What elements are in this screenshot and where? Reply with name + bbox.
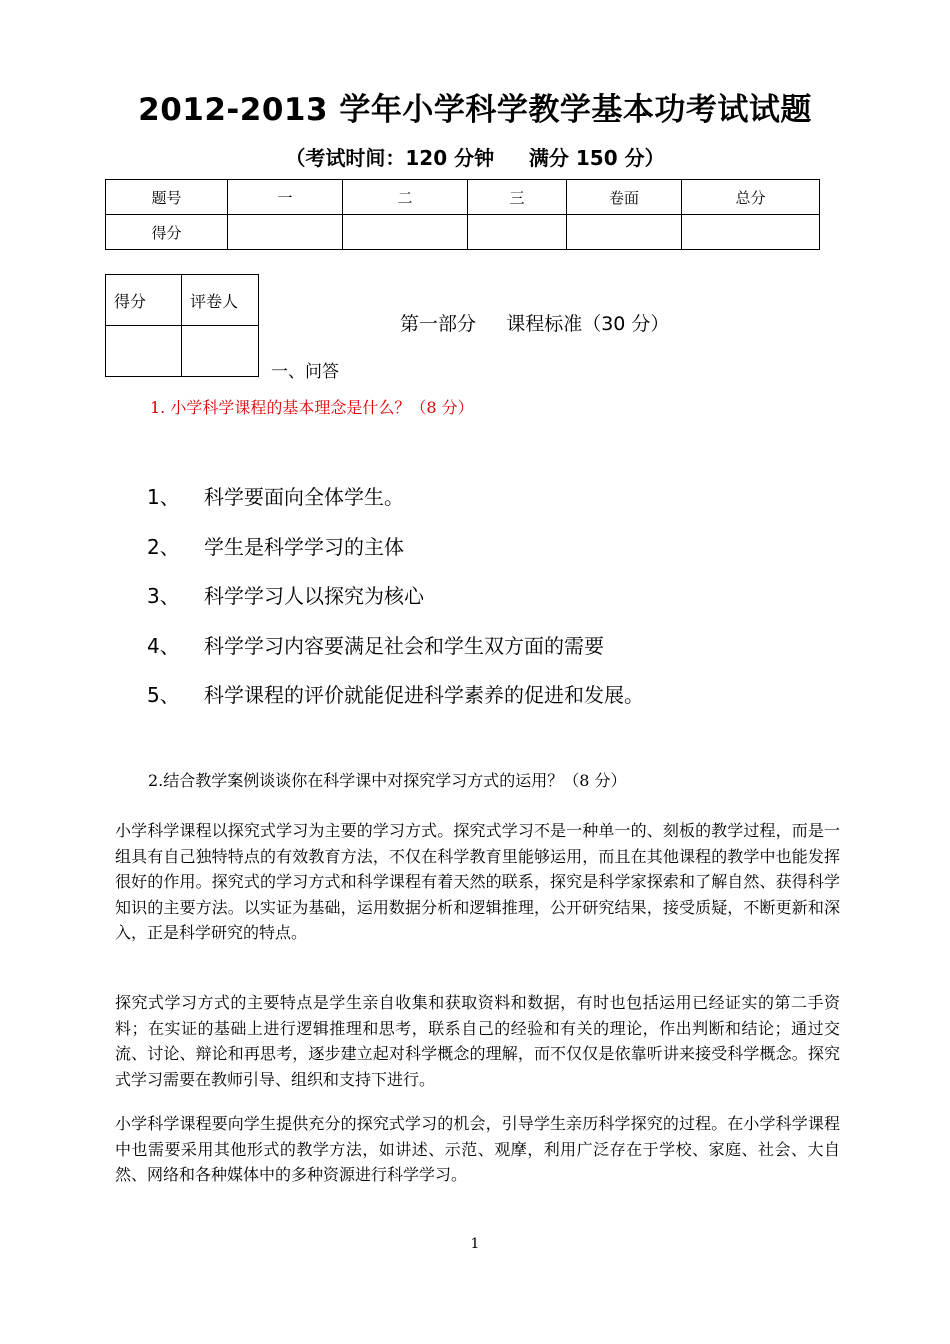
answer-text: 科学学习内容要满足社会和学生双方面的需要 [204,633,604,658]
grader-name-label: 评卷人 [182,275,259,326]
answer-number: 5、 [147,683,180,707]
page-number: 1 [470,1236,480,1252]
section-label: 一、问答 [271,362,339,382]
answer-number: 1、 [147,485,180,509]
score-row-label: 得分 [106,215,228,250]
grader-table [105,274,259,377]
score-table-score-row [106,215,820,250]
grader-blank-row [106,326,259,377]
grader-name-cell [182,326,259,377]
answer-number: 4、 [147,633,180,658]
answer-item [147,630,644,680]
grader-score-label: 得分 [106,275,182,326]
exam-subtitle: （考试时间：120 分钟 满分 150 分） [285,146,665,170]
answer-item [147,481,644,531]
score-header-cell: 题号 [106,180,228,215]
score-cell [228,215,343,250]
answer-text: 学生是科学学习的主体 [204,534,404,559]
score-cell [567,215,682,250]
score-header-cell: 一 [228,180,343,215]
grader-header-row [106,275,259,326]
answer-paragraph: 探究式学习方式的主要特点是学生亲自收集和获取资料和数据，有时也包括运用已经证实的第二手资料；在实证的基础上进行逻辑推理和思考，联系自己的经验和有关的理论，作出判断和结论；通过交流、讨论、辩论和再思考，逐步建立起对科学概念的理解，而不仅仅是依靠听讲来接受科学概念。探究式学习需要在教师引导、组织和支持下进行。 [115,993,840,1089]
answer-text: 科学学习人以探究为核心 [204,584,424,608]
score-header-cell: 二 [343,180,468,215]
answer-item [147,679,644,729]
score-cell [343,215,468,250]
answer-paragraph: 小学科学课程以探究式学习为主要的学习方式。探究式学习不是一种单一的、刻板的教学过程，而是一组具有自己独特特点的有效教育方法，不仅在科学教育里能够运用，而且在其他课程的教学中也能发挥很好的作用。探究式的学习方式和科学课程有着天然的联系，探究是科学家探索和了解自然、获得科学知识的主要方法。以实证为基础，运用数据分析和逻辑推理，公开研究结果，接受质疑，不断更新和深入，正是科学研究的特点。 [115,821,840,942]
answer-text: 科学要面向全体学生。 [204,485,404,509]
question-2: 2.结合教学案例谈谈你在科学课中对探究学习方式的运用？（8 分） [148,771,627,790]
answer-number: 3、 [147,584,180,608]
score-cell [468,215,567,250]
answer-text: 科学课程的评价就能促进科学素养的促进和发展。 [204,683,644,707]
score-header-cell: 卷面 [567,180,682,215]
score-cell [682,215,820,250]
part-heading: 第一部分 课程标准（30 分） [400,313,670,335]
answer-item [147,531,644,581]
grader-score-cell [106,326,182,377]
score-table [105,179,820,250]
answer-item [147,580,644,630]
answer-number: 2、 [147,534,180,559]
question-1: 1. 小学科学课程的基本理念是什么？（8 分） [150,398,474,417]
score-header-cell: 总分 [682,180,820,215]
answer-paragraph: 小学科学课程要向学生提供充分的探究式学习的机会，引导学生亲历科学探究的过程。在小学科学课程中也需要采用其他形式的教学方法，如讲述、示范、观摩，利用广泛存在于学校、家庭、社会、大自然、网络和各种媒体中的多种资源进行科学学习。 [115,1114,840,1184]
exam-title: 2012-2013 学年小学科学教学基本功考试试题 [138,92,812,128]
score-header-cell: 三 [468,180,567,215]
score-table-header-row [106,180,820,215]
answer-list [147,481,644,729]
